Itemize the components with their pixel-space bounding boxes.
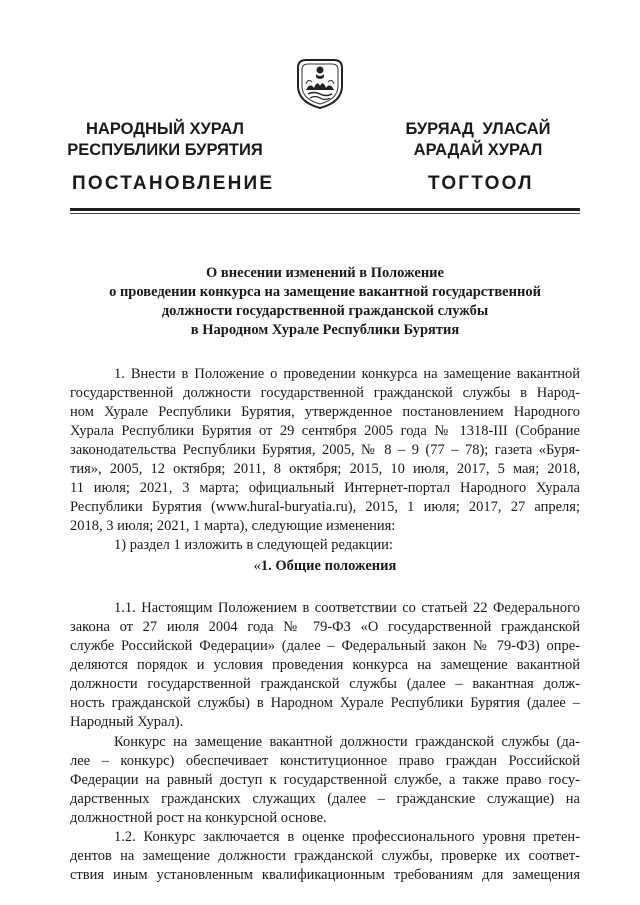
header-left-line1: НАРОДНЫЙ ХУРАЛ xyxy=(85,120,245,138)
section-title xyxy=(70,557,580,576)
doc-type-right: ТОГТООЛ xyxy=(428,173,534,194)
text-line: закона от 27 июля 2004 года № 79-ФЗ «О государственной гражданской xyxy=(70,619,580,635)
title-line: О внесении изменений в Положение xyxy=(206,265,444,281)
text-line: ном Хурале Республики Бурятия, утвержденное постановлением Народного xyxy=(70,404,580,420)
title-line: о проведении конкурса на замещение вакантной государственной xyxy=(109,284,541,300)
paragraph-1 xyxy=(70,365,580,536)
quote-open: « xyxy=(253,558,261,574)
title-line: в Народном Хурале Республики Бурятия xyxy=(190,322,460,338)
text-line: 2018, 3 июля; 2021, 1 марта), следующие изменения: xyxy=(70,518,396,534)
text-line: дарственных гражданских служащих (далее – гражданские служащие) на xyxy=(70,791,580,807)
text-line: должности государственной гражданской службы (далее – вакантная долж- xyxy=(70,676,580,692)
item-1: 1) раздел 1 изложить в следующей редакции: xyxy=(114,537,393,553)
paragraph-konkurs xyxy=(70,733,580,828)
text-line: Народный Хурал). xyxy=(70,714,184,730)
text-line: ность гражданской службы) в Народном Хурале Республики Бурятия (далее – xyxy=(70,695,580,711)
header-left-line2: РЕСПУБЛИКИ БУРЯТИЯ xyxy=(67,141,263,159)
text-line: службе Российской Федерации» (далее – Федеральный закон № 79-ФЗ) опре- xyxy=(70,638,580,654)
header-right-line1: БУРЯАД УЛАСАЙ xyxy=(405,120,551,138)
text-line: 11 июля; 2021, 3 марта; официальный Интернет-портал Народного Хурала xyxy=(70,480,580,496)
document-title xyxy=(70,264,580,340)
doc-type-left: ПОСТАНОВЛЕНИЕ xyxy=(72,173,275,194)
coat-of-arms-emblem xyxy=(294,56,346,110)
text-line: тия», 2005, 12 октября; 2011, 8 октября; 2015, 10 июля, 2017, 5 мая; 2018, xyxy=(70,461,580,477)
text-line: дентов на замещение должности гражданской службы, проверке их соответ- xyxy=(70,848,580,864)
text-line: ствия иным установленным квалификационным требованиям для замещения xyxy=(70,867,580,883)
header-rule-thin xyxy=(70,213,580,214)
text-line: законодательства Республики Бурятия, 2005, № 8 – 9 (77 – 78); газета «Буря- xyxy=(70,442,580,458)
header-left-block xyxy=(60,119,270,161)
text-line: 1.1. Настоящим Положением в соответствии со статьей 22 Федерального xyxy=(114,600,580,616)
paragraph-1-1 xyxy=(70,599,580,732)
paragraph-1-2 xyxy=(70,828,580,885)
text-line: деляются порядок и условия проведения конкурса на замещение вакантной xyxy=(70,657,580,673)
section-title-text: 1. Общие положения xyxy=(260,558,397,574)
text-line: Республики Бурятия (www.hural-buryatia.ru), 2015, 1 июля; 2017, 27 апреля; xyxy=(70,499,580,515)
text-line: лее – конкурс) обеспечивает конституционное право граждан Российской xyxy=(70,753,580,769)
text-line: Федерации на равный доступ к государственной службе, а также право госу- xyxy=(70,772,580,788)
text-line: 1. Внести в Положение о проведении конкурса на замещение вакантной xyxy=(114,366,580,382)
header-rule-thick xyxy=(70,208,580,211)
header-right-line2: АРАДАЙ ХУРАЛ xyxy=(413,141,543,159)
text-line: Хурала Республики Бурятия от 29 сентября 2005 года № 1318-III (Собрание xyxy=(70,423,580,439)
text-line: Конкурс на замещение вакантной должности гражданской службы (да- xyxy=(114,734,580,750)
title-line: должности государственной гражданской службы xyxy=(161,303,489,319)
text-line: должностной рост на конкурсной основе. xyxy=(70,810,327,826)
text-line: 1.2. Конкурс заключается в оценке профессионального уровня претен- xyxy=(114,829,580,845)
text-line: государственной должности государственной гражданской службы в Народ- xyxy=(70,385,580,401)
